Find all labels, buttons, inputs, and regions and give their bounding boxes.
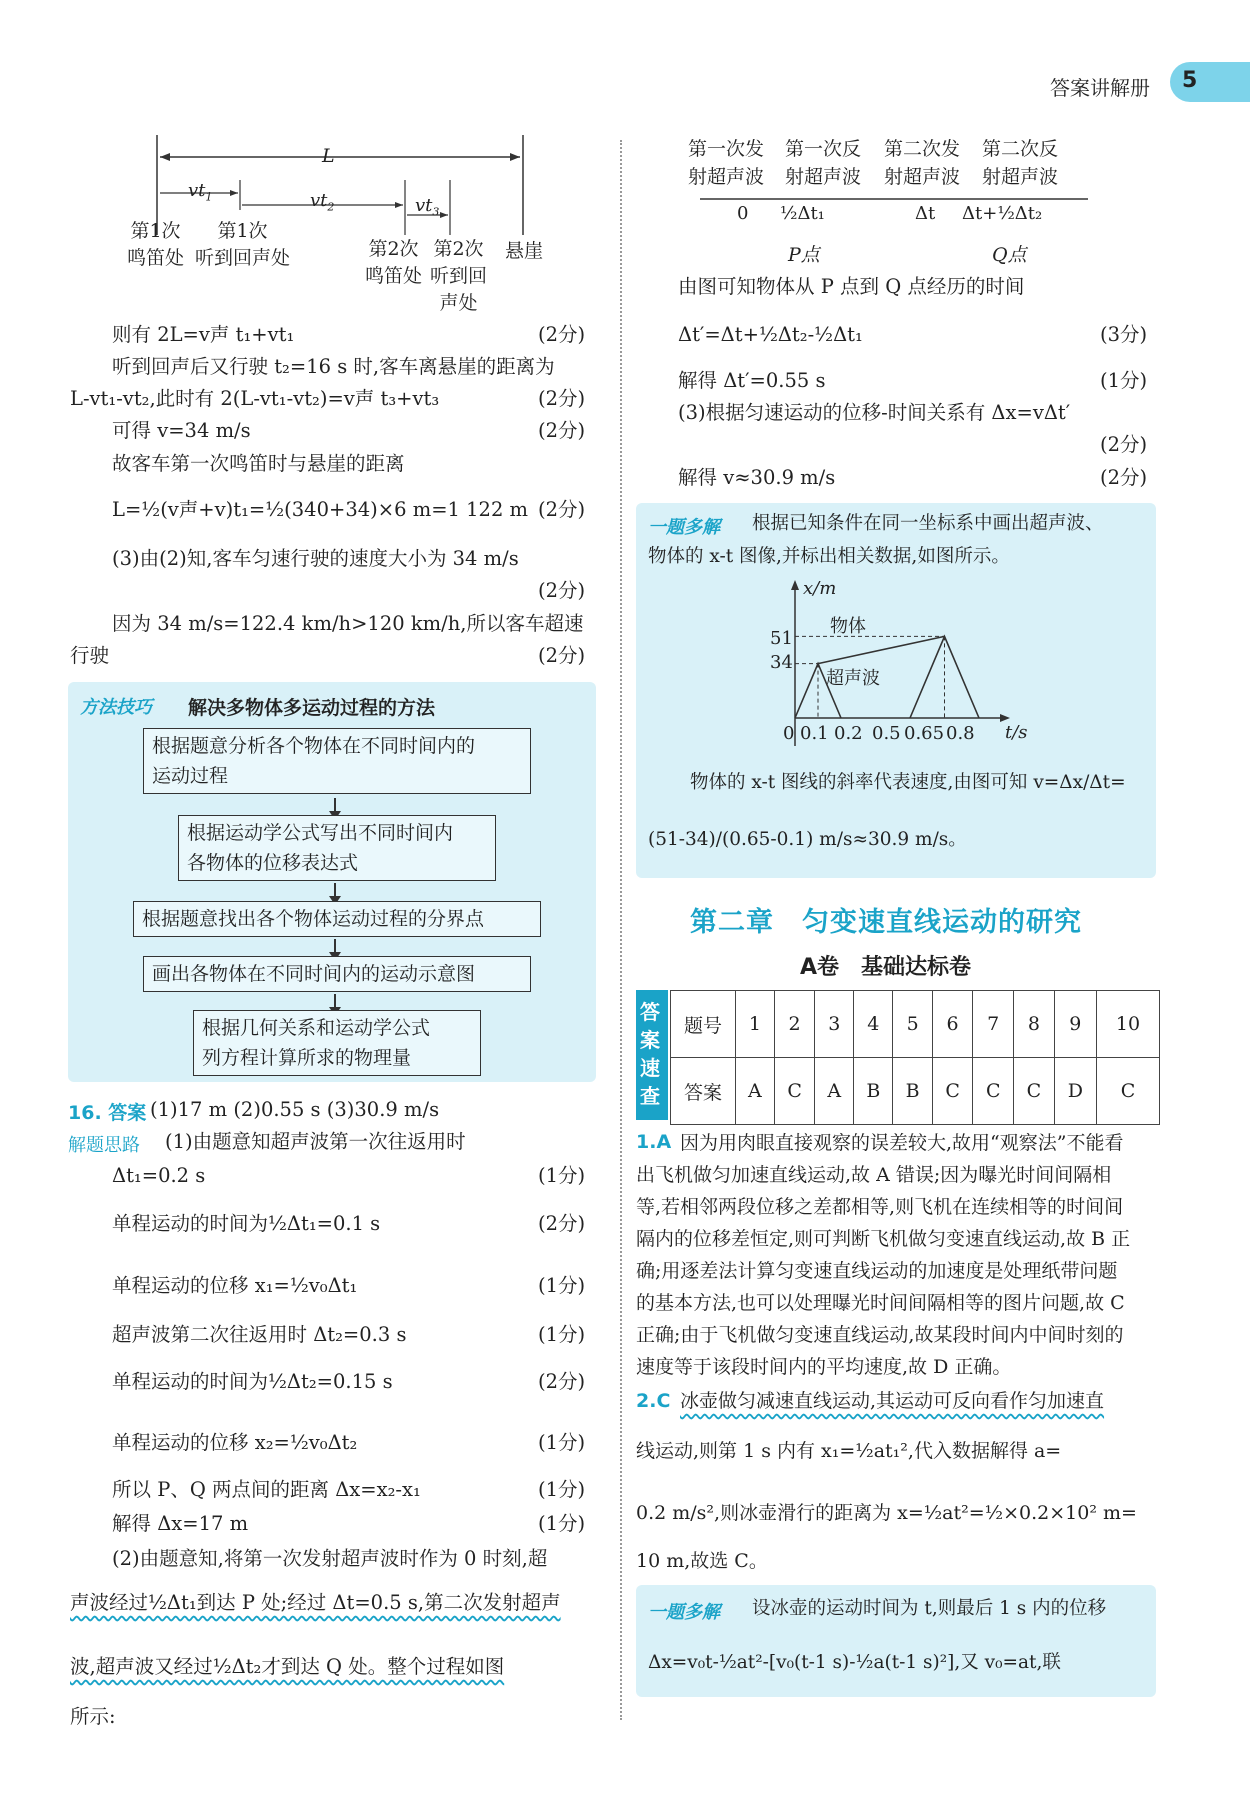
q16-line-10: 声波经过½Δt₁到达 P 处;经过 Δt=0.5 s,第二次发射超声	[70, 1591, 561, 1614]
xt-label-object: 物体	[830, 616, 866, 637]
method-step-5: 根据几何关系和运动学公式 列方程计算所求的物理量	[193, 1010, 481, 1076]
q1-line-6: 正确;由于飞机做匀变速直线运动,故某段时间内中间时刻的	[636, 1324, 1124, 1346]
q16-line-6: 单程运动的位移 x₂=½v₀Δt₂	[112, 1431, 358, 1454]
timeline-head-2: 第一次反 射超声波	[785, 138, 862, 188]
multi1-line-1: 根据已知条件在同一坐标系中画出超声波、	[752, 513, 1104, 534]
q16-line-2: 单程运动的时间为½Δt₁=0.1 s	[112, 1212, 381, 1235]
arrow-down-icon	[334, 798, 336, 812]
multi1-line-3: 物体的 x-t 图线的斜率代表速度,由图可知 v=Δx/Δt=	[690, 772, 1126, 793]
quick-num: 8	[1014, 991, 1055, 1058]
q2-label: 2.C	[636, 1390, 671, 1412]
timeline-p: P点	[788, 244, 820, 266]
column-divider	[620, 140, 622, 1720]
xt-object	[818, 636, 945, 663]
method-step-4: 画出各物体在不同时间内的运动示意图	[143, 956, 531, 992]
diagram-label-2: 第1次 听到回声处	[195, 220, 291, 269]
timeline-t1: ½Δt₁	[780, 203, 825, 224]
quick-row-head: 题号	[671, 991, 736, 1058]
quick-num: 3	[815, 991, 854, 1058]
q16-answer: (1)17 m (2)0.55 s (3)30.9 m/s	[150, 1098, 440, 1121]
diagram-label-5: 悬崖	[505, 240, 544, 262]
method-step-2: 根据运动学公式写出不同时间内 各物体的位移表达式	[178, 815, 496, 881]
right-line-0: 由图可知物体从 P 点到 Q 点经历的时间	[678, 275, 1025, 298]
quick-answer: B	[854, 1058, 893, 1125]
header-title: 答案讲解册	[1050, 76, 1150, 100]
q16-line-12: 所示:	[70, 1705, 116, 1728]
q16-line-9: (2)由题意知,将第一次发射超声波时作为 0 时刻,超	[112, 1547, 548, 1570]
left-line-8: 因为 34 m/s=122.4 km/h>120 km/h,所以客车超速	[112, 612, 584, 635]
xt-wave-2	[910, 636, 979, 718]
quick-num: 5	[893, 991, 932, 1058]
right-score-4: (2分)	[1100, 433, 1148, 456]
xt-xtick-5: 0.8	[946, 723, 975, 744]
chapter-title: 第二章 匀变速直线运动的研究	[690, 907, 1082, 938]
page-number: 5	[1182, 68, 1198, 93]
timeline-head-3: 第二次发 射超声波	[884, 138, 961, 188]
quick-row-head: 答案	[671, 1058, 736, 1125]
left-line-6: (3)由(2)知,客车匀速行驶的速度大小为 34 m/s	[112, 547, 519, 570]
diagram-vt3: $vt_3$	[415, 195, 440, 219]
left-line-1: 听到回声后又行驶 t₂=16 s 时,客车离悬崖的距离为	[112, 355, 555, 378]
quick-answer: A	[815, 1058, 854, 1125]
multi2-line-1: 设冰壶的运动时间为 t,则最后 1 s 内的位移	[752, 1598, 1107, 1619]
timeline-t3: Δt+½Δt₂	[962, 203, 1043, 224]
left-score-3: (2分)	[538, 419, 586, 442]
right-score-5: (2分)	[1100, 466, 1148, 489]
xt-ytick-34: 34	[770, 652, 793, 673]
xt-ytick-51: 51	[770, 628, 793, 649]
left-score-2: (2分)	[538, 387, 586, 410]
left-line-2: L-vt₁-vt₂,此时有 2(L-vt₁-vt₂)=v声 t₃+vt₃	[70, 387, 440, 410]
q1-line-5: 的基本方法,也可以处理曝光时间间隔相等的图片问题,故 C	[636, 1292, 1125, 1314]
quick-num: 9	[1054, 991, 1096, 1058]
multi1-line-2: 物体的 x-t 图像,并标出相关数据,如图所示。	[648, 546, 1010, 567]
q1-line-0: 因为用肉眼直接观察的误差较大,故用“观察法”不能看	[680, 1132, 1124, 1154]
quick-num: 1	[736, 991, 775, 1058]
left-score-7: (2分)	[538, 579, 586, 602]
right-line-5: 解得 v≈30.9 m/s	[678, 466, 836, 489]
q16-score-8: (1分)	[538, 1512, 586, 1535]
quick-num: 6	[932, 991, 973, 1058]
q16-score-2: (2分)	[538, 1212, 586, 1235]
left-score-9: (2分)	[538, 644, 586, 667]
q1-line-4: 确;用逐差法计算匀变速直线运动的加速度是处理纸带问题	[636, 1260, 1118, 1282]
xt-ylabel: x/m	[803, 578, 837, 599]
right-line-3: (3)根据匀速运动的位移-时间关系有 Δx=vΔt′	[678, 401, 1071, 424]
arrow-down-icon	[334, 883, 336, 897]
right-score-2: (1分)	[1100, 369, 1148, 392]
quick-side-text: 答案速查	[640, 1000, 660, 1108]
right-line-2: 解得 Δt′=0.55 s	[678, 369, 826, 392]
quick-answer: C	[932, 1058, 973, 1125]
q16-label: 16. 答案	[68, 1102, 147, 1124]
q16-line-8: 解得 Δx=17 m	[112, 1512, 249, 1535]
quick-answer-table	[670, 990, 1160, 1125]
diagram-vt2: $vt_2$	[310, 190, 335, 214]
q1-line-3: 隔内的位移差恒定,则可判断飞机做匀变速直线运动,故 B 正	[636, 1228, 1131, 1250]
q16-line-3: 单程运动的位移 x₁=½v₀Δt₁	[112, 1274, 358, 1297]
q1-label: 1.A	[636, 1131, 672, 1153]
right-score-1: (3分)	[1100, 323, 1148, 346]
timeline-q: Q点	[992, 244, 1027, 266]
q16-line-11: 波,超声波又经过½Δt₂才到达 Q 处。整个过程如图	[70, 1655, 505, 1678]
multi2-tag: 一题多解	[648, 1602, 720, 1623]
xt-xtick-4: 0.65	[904, 723, 945, 744]
quick-answer: C	[973, 1058, 1014, 1125]
q16-score-5: (2分)	[538, 1370, 586, 1393]
q16-score-1: (1分)	[538, 1164, 586, 1187]
q16-line-0: (1)由题意知超声波第一次往返用时	[165, 1130, 466, 1153]
arrow-down-icon	[334, 939, 336, 953]
q2-line-2: 0.2 m/s²,则冰壶滑行的距离为 x=½at²=½×0.2×10² m=	[636, 1502, 1137, 1524]
quick-num: 7	[973, 991, 1014, 1058]
diagram-label-3: 第2次 鸣笛处	[365, 238, 423, 287]
multi2-line-2: Δx=v₀t-½at²-[v₀(t-1 s)-½a(t-1 s)²],又 v₀=at,联	[648, 1652, 1061, 1673]
q1-line-2: 等,若相邻两段位移之差都相等,则飞机在连续相等的时间间	[636, 1196, 1124, 1218]
quick-num: 2	[774, 991, 815, 1058]
q16-line-5: 单程运动的时间为½Δt₂=0.15 s	[112, 1370, 393, 1393]
quick-num: 10	[1096, 991, 1159, 1058]
q16-line-4: 超声波第二次往返用时 Δt₂=0.3 s	[112, 1323, 407, 1346]
q16-score-7: (1分)	[538, 1478, 586, 1501]
left-score-0: (2分)	[538, 323, 586, 346]
q16-idea-tag: 解题思路	[68, 1135, 140, 1156]
quick-answer: D	[1054, 1058, 1096, 1125]
q16-line-1: Δt₁=0.2 s	[112, 1164, 206, 1187]
quick-num: 4	[854, 991, 893, 1058]
q16-line-7: 所以 P、Q 两点间的距离 Δx=x₂-x₁	[112, 1478, 421, 1501]
quick-answer: C	[1096, 1058, 1159, 1125]
left-score-5: (2分)	[538, 498, 586, 521]
left-line-9: 行驶	[70, 644, 110, 667]
q16-score-6: (1分)	[538, 1431, 586, 1454]
xt-xtick-1: 0.1	[800, 723, 829, 744]
xt-xtick-0: 0	[783, 723, 795, 744]
timeline-t2: Δt	[915, 203, 936, 224]
multi1-line-4: (51-34)/(0.65-0.1) m/s≈30.9 m/s。	[648, 829, 967, 850]
q16-score-4: (1分)	[538, 1323, 586, 1346]
diagram-vt1: $vt_1$	[188, 180, 213, 204]
timeline-head-1: 第一次发 射超声波	[688, 138, 765, 188]
method-tag: 方法技巧	[80, 697, 152, 718]
q1-line-1: 出飞机做匀加速直线运动,故 A 错误;因为曝光时间间隔相	[636, 1164, 1112, 1186]
section-title: A卷 基础达标卷	[800, 955, 972, 980]
xt-xlabel: t/s	[1005, 722, 1028, 743]
left-line-3: 可得 v=34 m/s	[112, 419, 251, 442]
quick-answer: A	[736, 1058, 775, 1125]
q2-line-1: 线运动,则第 1 s 内有 x₁=½at₁²,代入数据解得 a=	[636, 1440, 1062, 1462]
quick-answer: C	[774, 1058, 815, 1125]
method-title: 解决多物体多运动过程的方法	[188, 697, 436, 719]
xt-xtick-3: 0.5	[872, 723, 901, 744]
multi1-tag: 一题多解	[648, 517, 720, 538]
left-line-5: L=½(v声+v)t₁=½(340+34)×6 m=1 122 m	[112, 498, 529, 521]
timeline-t0: 0	[737, 203, 749, 224]
arrow-down-icon	[334, 994, 336, 1008]
quick-answer: C	[1014, 1058, 1055, 1125]
timeline-head-4: 第二次反 射超声波	[982, 138, 1059, 188]
diagram-label-4: 第2次 听到回 声处	[430, 238, 488, 314]
xt-label-wave: 超声波	[826, 668, 880, 689]
method-step-3: 根据题意找出各个物体运动过程的分界点	[133, 901, 541, 937]
quick-answer: B	[893, 1058, 932, 1125]
left-line-0: 则有 2L=v声 t₁+vt₁	[112, 323, 295, 346]
q2-line-0: 冰壶做匀减速直线运动,其运动可反向看作匀加速直	[680, 1390, 1105, 1412]
diagram-label-1: 第1次 鸣笛处	[127, 220, 185, 269]
diagram-L: L	[322, 145, 335, 167]
right-line-1: Δt′=Δt+½Δt₂-½Δt₁	[678, 323, 863, 346]
q1-line-7: 速度等于该段时间内的平均速度,故 D 正确。	[636, 1356, 1012, 1378]
q16-score-3: (1分)	[538, 1274, 586, 1297]
xt-xtick-2: 0.2	[834, 723, 863, 744]
left-line-4: 故客车第一次鸣笛时与悬崖的距离	[112, 452, 405, 475]
q2-line-3: 10 m,故选 C。	[636, 1550, 768, 1572]
method-step-1: 根据题意分析各个物体在不同时间内的 运动过程	[143, 728, 531, 794]
